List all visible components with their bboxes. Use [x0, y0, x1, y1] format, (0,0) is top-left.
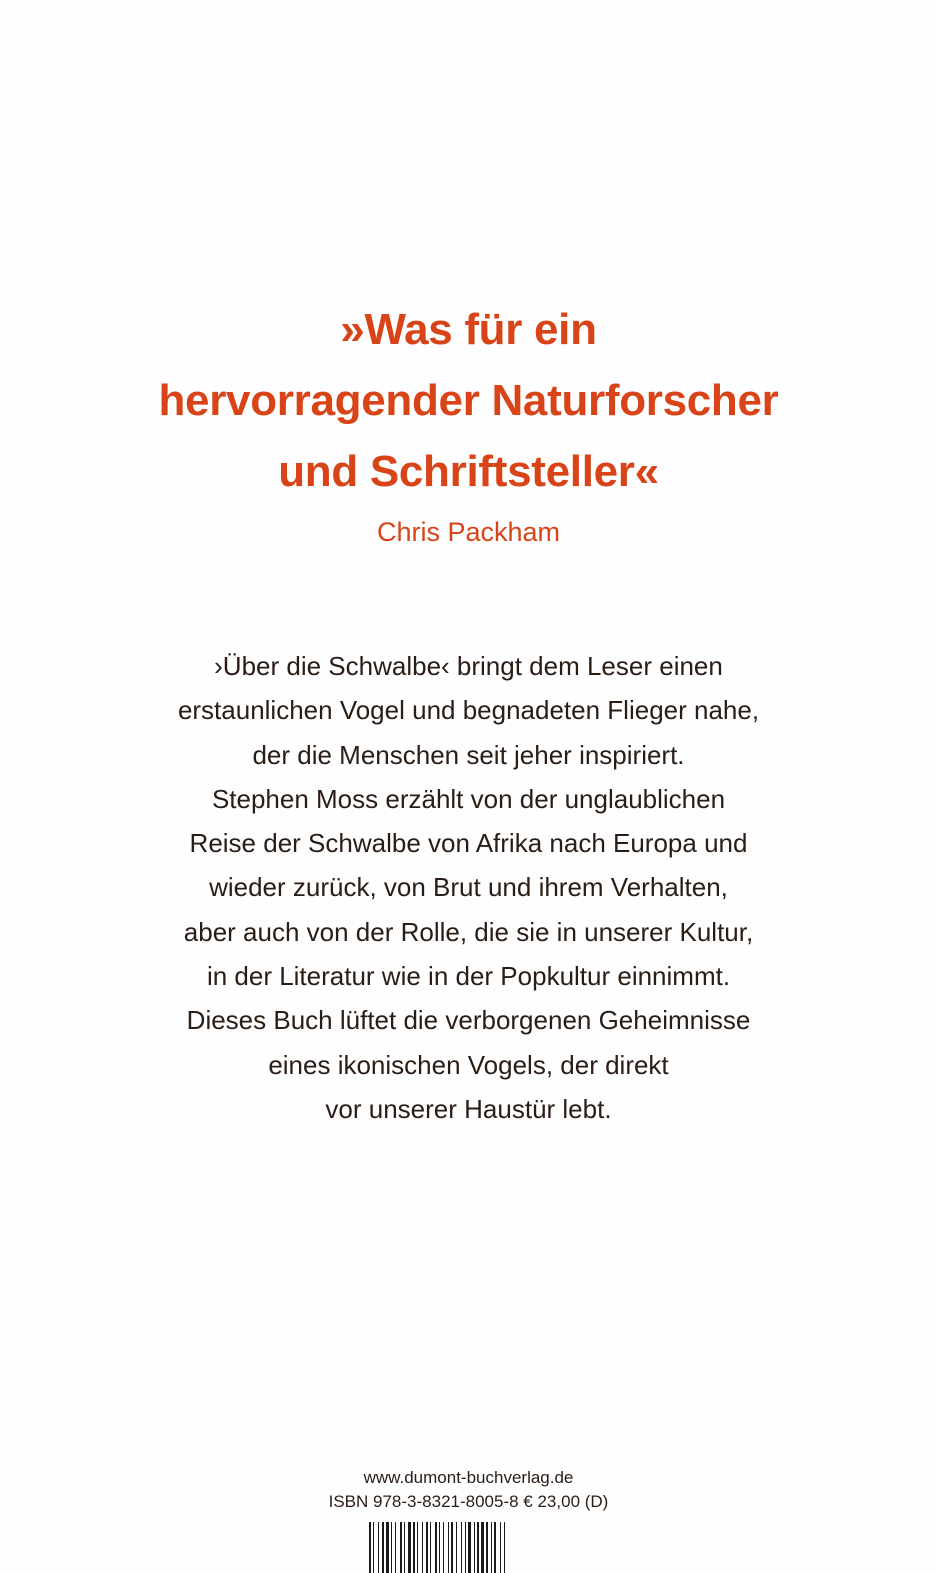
barcode-bar [369, 1522, 371, 1573]
barcode-bar [386, 1522, 389, 1573]
barcode-bar [456, 1522, 457, 1573]
barcode-bar [435, 1522, 437, 1573]
publisher-website: www.dumont-buchverlag.de [363, 1468, 574, 1487]
blurb-line: Reise der Schwalbe von Afrika nach Europa und [189, 828, 748, 859]
imprint [0, 1466, 937, 1514]
quote-block [0, 294, 937, 507]
barcode-bar [468, 1522, 471, 1573]
barcode-bar [408, 1522, 411, 1573]
barcode-bar [465, 1522, 466, 1573]
barcode-bar [504, 1522, 505, 1573]
barcode-bar [477, 1522, 479, 1573]
barcode-bar [491, 1522, 492, 1573]
blurb-line: Dieses Buch lüftet die verborgenen Geheimnisse [186, 1005, 751, 1036]
barcode-bar [426, 1522, 428, 1573]
isbn-price: ISBN 978-3-8321-8005-8 € 23,00 (D) [328, 1492, 609, 1511]
barcode-bar [494, 1522, 496, 1573]
barcode-bar [422, 1522, 423, 1573]
barcode-bar [395, 1522, 396, 1573]
barcode-bar [391, 1522, 392, 1573]
barcode-bar [451, 1522, 453, 1573]
blurb-line: erstaunlichen Vogel und begnadeten Flieger nahe, [177, 695, 760, 726]
barcode-bar [382, 1522, 384, 1573]
blurb-line: der die Menschen seit jeher inspiriert. [252, 739, 685, 770]
barcode-bar [443, 1522, 444, 1573]
barcode-bar [461, 1522, 462, 1573]
barcode-bar [378, 1522, 379, 1573]
barcode [367, 1522, 613, 1573]
blurb-line: ›Über die Schwalbe‹ bringt dem Leser einen [214, 651, 723, 681]
barcode-bar [404, 1522, 405, 1573]
barcode-graphic [367, 1522, 613, 1573]
quote-line: »Was für ein [340, 305, 597, 354]
blurb-text [0, 644, 937, 1131]
quote-line: und Schriftsteller« [278, 447, 659, 496]
barcode-bar [373, 1522, 374, 1573]
blurb-line: aber auch von der Rolle, die sie in unserer Kultur, [183, 916, 754, 947]
barcode-bar [400, 1522, 402, 1573]
barcode-bar [430, 1522, 431, 1573]
blurb-line: vor unserer Haustür lebt. [325, 1093, 612, 1124]
quote-author: Chris Packham [376, 517, 561, 547]
barcode-bar [500, 1522, 501, 1573]
blurb-line: in der Literatur wie in der Popkultur einnimmt. [206, 961, 731, 992]
blurb-line: wieder zurück, von Brut und ihrem Verhalten, [209, 872, 728, 903]
barcode-bar [413, 1522, 415, 1573]
quote-line: hervorragender Naturforscher [158, 376, 779, 425]
blurb-line: eines ikonischen Vogels, der direkt [268, 1049, 669, 1080]
blurb-line: Stephen Moss erzählt von der unglaublichen [211, 783, 726, 814]
barcode-bar [486, 1522, 488, 1573]
barcode-bar [481, 1522, 484, 1573]
barcode-bar [474, 1522, 475, 1573]
barcode-bar [439, 1522, 440, 1573]
barcode-bar [417, 1522, 418, 1573]
barcode-bar [448, 1522, 449, 1573]
